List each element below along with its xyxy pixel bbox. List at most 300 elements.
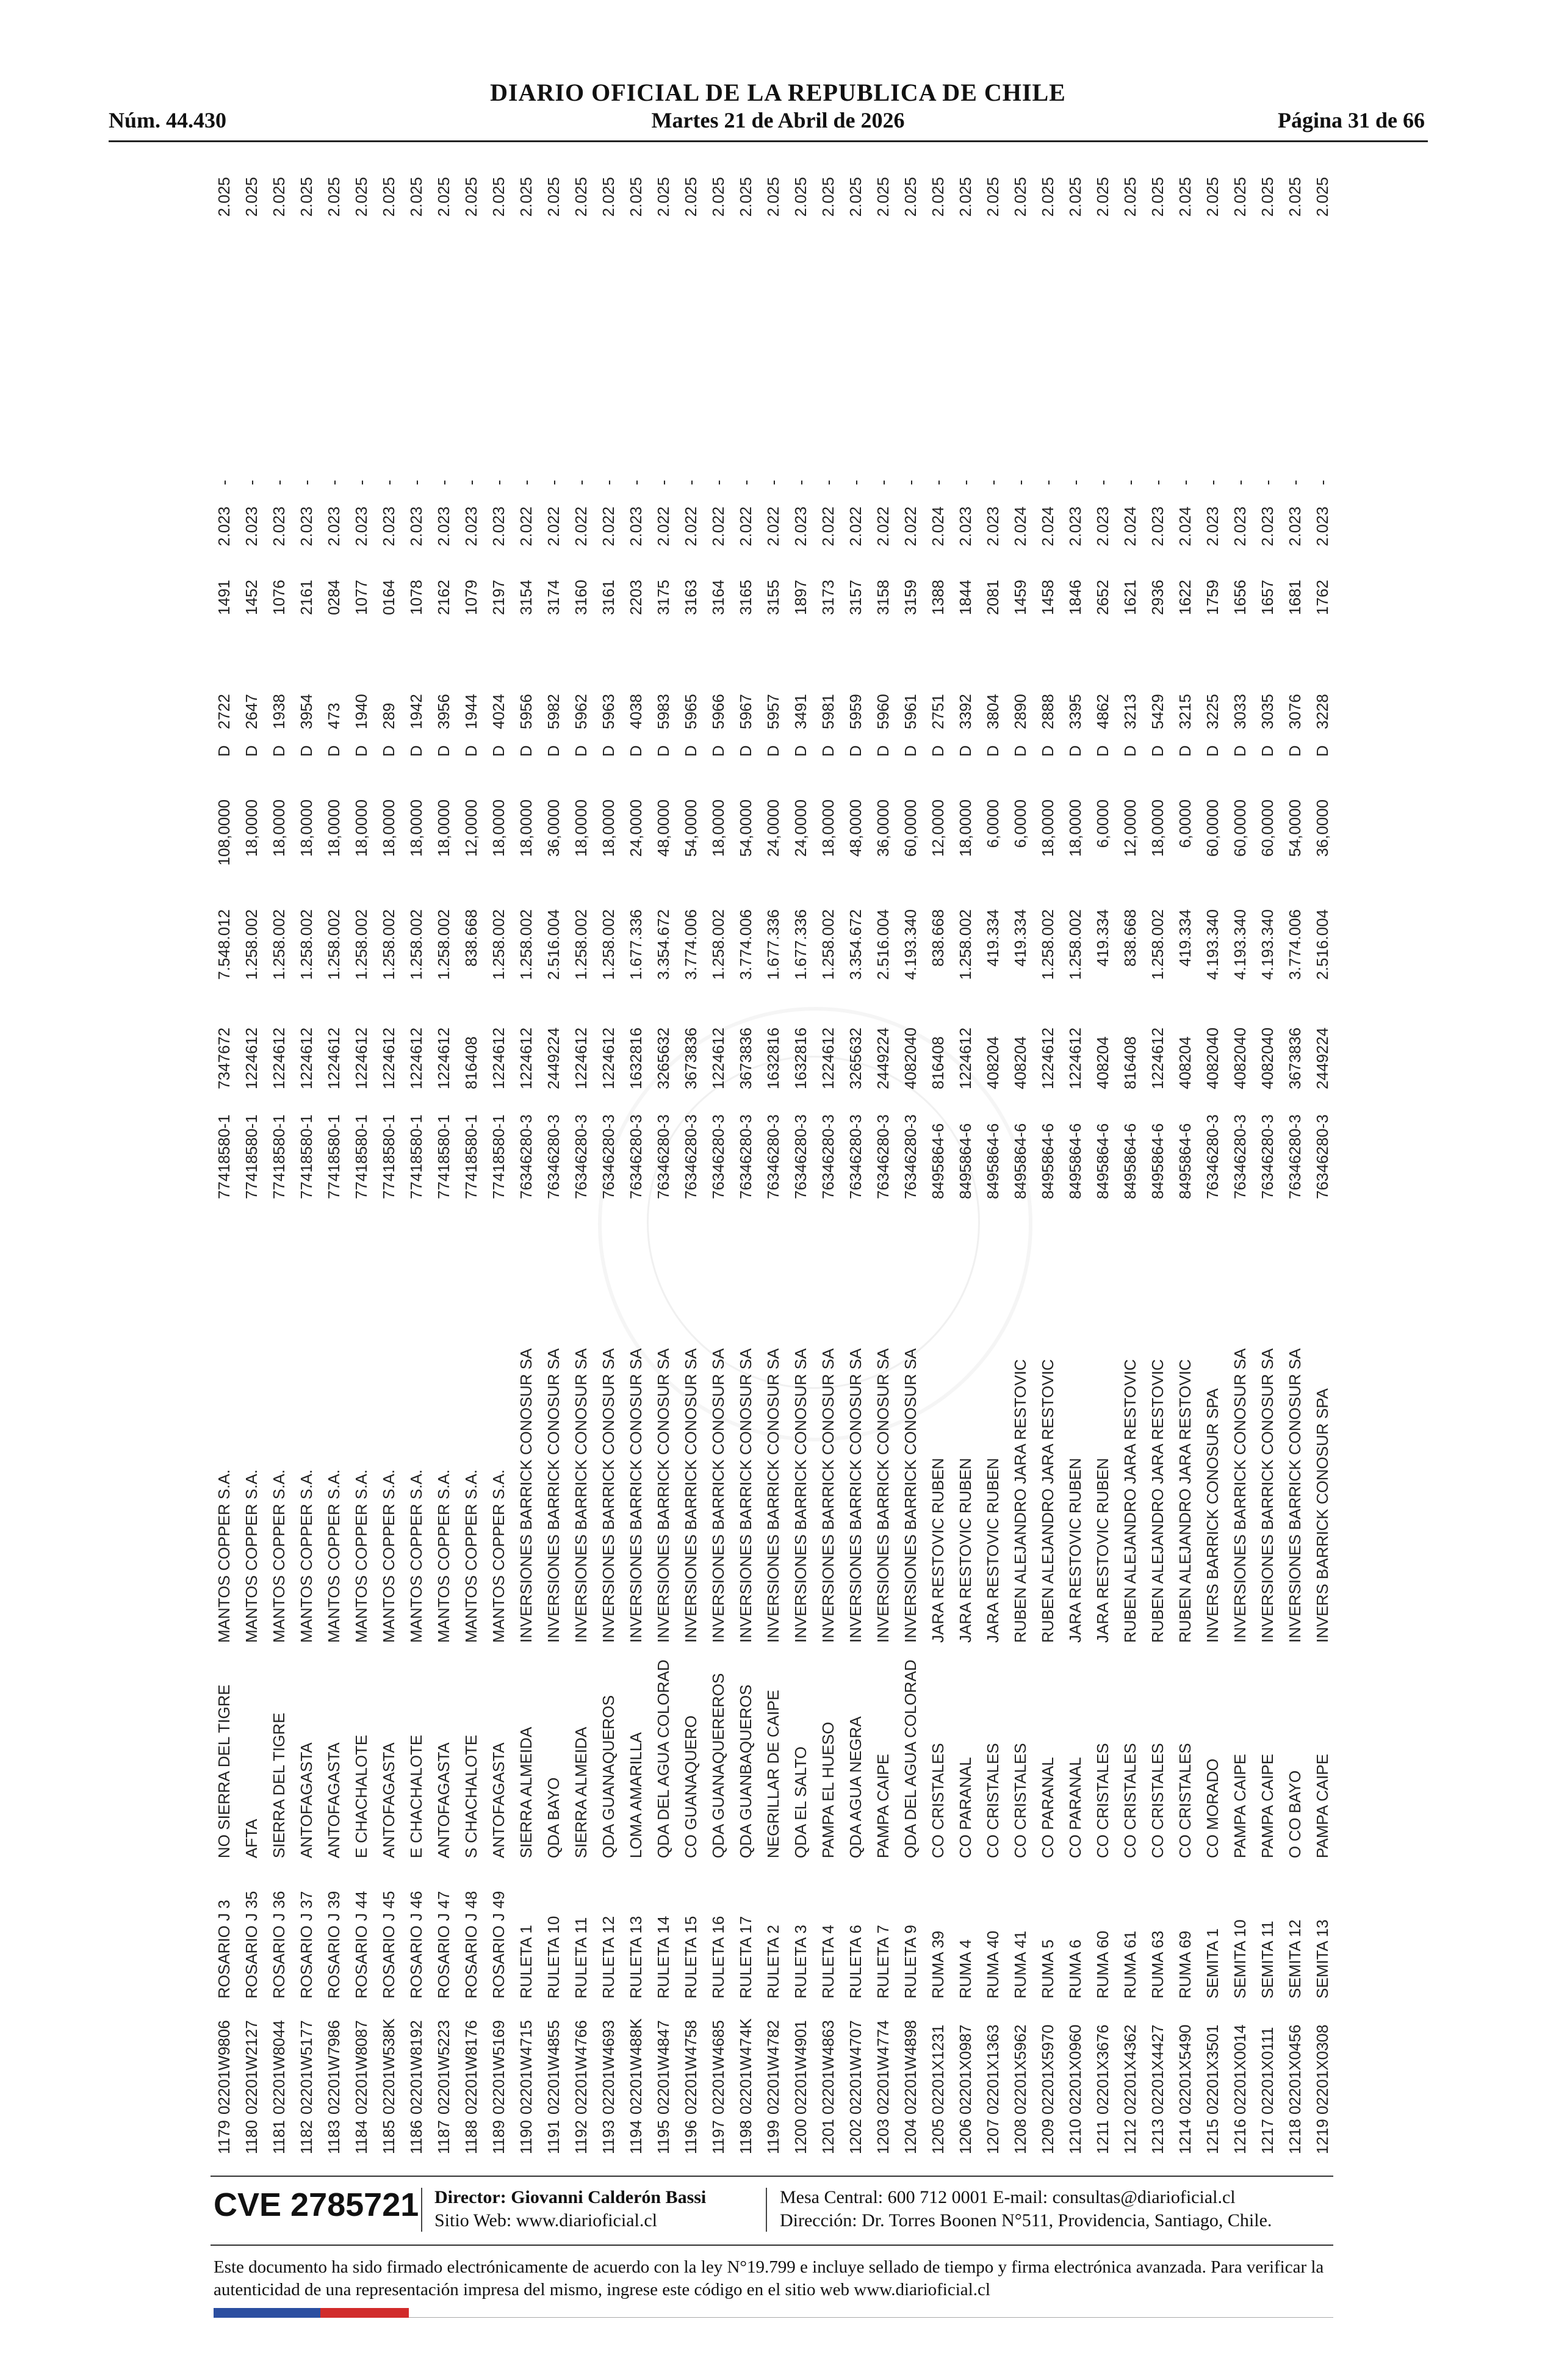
- owner-cell: INVERSIONES BARRICK CONOSUR SA: [819, 1348, 837, 1643]
- type-cell: D: [407, 745, 425, 757]
- dash-cell: -: [1286, 480, 1304, 485]
- type-cell: D: [956, 745, 974, 757]
- dash-cell: -: [325, 480, 343, 485]
- amount-cell: 3.354.672: [846, 909, 865, 980]
- dash-cell: -: [1093, 480, 1112, 485]
- number-cell: 3158: [874, 580, 892, 615]
- year-start-cell: 2.022: [819, 507, 837, 547]
- dash-cell: -: [654, 480, 672, 485]
- location-cell: CO CRISTALES: [1093, 1743, 1112, 1858]
- concession-code-cell: 02201W4855: [544, 2020, 563, 2115]
- year-start-cell: 2.023: [1313, 507, 1331, 547]
- year-end-cell: 2.025: [489, 177, 508, 217]
- year-start-cell: 2.023: [380, 507, 398, 547]
- amount-cell: 1.258.002: [380, 909, 398, 980]
- number-cell: 2936: [1148, 580, 1167, 615]
- year-start-cell: 2.023: [1148, 507, 1167, 547]
- concession-code-cell: 02201X0111: [1258, 2027, 1277, 2115]
- table-row: [787, 177, 815, 2154]
- concession-name-cell: RULETA 10: [544, 1916, 563, 1999]
- concession-name-cell: RUMA 69: [1176, 1930, 1194, 1999]
- number-cell: 3155: [764, 580, 782, 615]
- type-cell: D: [297, 745, 315, 757]
- concessions-table: [211, 177, 1336, 2154]
- owner-cell: INVERSIONES BARRICK CONOSUR SA: [682, 1348, 700, 1643]
- number-cell: 2197: [489, 580, 508, 615]
- number-cell: 3165: [737, 580, 755, 615]
- type-cell: D: [764, 745, 782, 757]
- location-cell: QDA GUANAQUEROS: [599, 1695, 618, 1858]
- concession-code-cell: 02201W5223: [434, 2020, 453, 2115]
- type-cell: D: [325, 745, 343, 757]
- amount-cell: 4.193.340: [1231, 909, 1249, 980]
- units-cell: 408204: [984, 1036, 1002, 1089]
- concession-code-cell: 02201W8044: [270, 2020, 288, 2115]
- year-start-cell: 2.022: [544, 507, 563, 547]
- amount-cell: 3.354.672: [654, 909, 672, 980]
- table-row: [1117, 177, 1144, 2154]
- rol-cell: 5963: [599, 694, 618, 729]
- year-end-cell: 2.025: [1011, 177, 1029, 217]
- concession-code-cell: 02201W5177: [297, 2020, 315, 2115]
- location-cell: QDA DEL AGUA COLORAD: [654, 1659, 672, 1858]
- rut-cell: 77418580-1: [407, 1114, 425, 1199]
- concession-name-cell: RULETA 2: [764, 1925, 782, 1999]
- rut-cell: 8495864-6: [1011, 1123, 1029, 1199]
- type-cell: D: [242, 745, 261, 757]
- concession-code-cell: 02201X3676: [1093, 2024, 1112, 2115]
- hectares-cell: 12,0000: [462, 799, 480, 857]
- rut-cell: 77418580-1: [325, 1114, 343, 1199]
- year-start-cell: 2.022: [901, 507, 920, 547]
- hectares-cell: 48,0000: [846, 799, 865, 857]
- amount-cell: 2.516.004: [544, 909, 563, 980]
- flag-bar-blue: [214, 2308, 320, 2318]
- concession-code-cell: 02201X3501: [1203, 2024, 1222, 2115]
- rut-cell: 77418580-1: [215, 1114, 233, 1199]
- owner-cell: JARA RESTOVIC RUBEN: [1093, 1458, 1112, 1643]
- dash-cell: -: [1121, 480, 1139, 485]
- rol-cell: 473: [325, 702, 343, 729]
- owner-cell: MANTOS COPPER S.A.: [462, 1469, 480, 1643]
- cve-code: CVE 2785721: [214, 2187, 419, 2223]
- location-cell: QDA GUANAQUEREROS: [709, 1673, 727, 1858]
- rol-cell: 5965: [682, 694, 700, 729]
- units-cell: 3673836: [737, 1027, 755, 1089]
- amount-cell: 4.193.340: [1203, 909, 1222, 980]
- year-start-cell: 2.022: [737, 507, 755, 547]
- year-end-cell: 2.025: [737, 177, 755, 217]
- location-cell: PAMPA EL HUESO: [819, 1722, 837, 1858]
- dash-cell: -: [242, 480, 261, 485]
- owner-cell: INVERSIONES BARRICK CONOSUR SA: [737, 1348, 755, 1643]
- dash-cell: -: [407, 480, 425, 485]
- rut-cell: 77418580-1: [297, 1114, 315, 1199]
- concession-name-cell: ROSARIO J 48: [462, 1891, 480, 1999]
- year-end-cell: 2.025: [1121, 177, 1139, 217]
- row-number-cell: 1218: [1286, 2119, 1304, 2154]
- units-cell: 1224612: [489, 1027, 508, 1089]
- rut-cell: 8495864-6: [1148, 1123, 1167, 1199]
- dash-cell: -: [874, 480, 892, 485]
- units-cell: 1632816: [627, 1027, 645, 1089]
- location-cell: ANTOFAGASTA: [325, 1742, 343, 1858]
- hectares-cell: 18,0000: [242, 799, 261, 857]
- concession-name-cell: SEMITA 10: [1231, 1919, 1249, 1999]
- dash-cell: -: [846, 480, 865, 485]
- year-start-cell: 2.022: [654, 507, 672, 547]
- table-row: [1007, 177, 1034, 2154]
- amount-cell: 3.774.006: [682, 909, 700, 980]
- hectares-cell: 36,0000: [1313, 799, 1331, 857]
- concession-code-cell: 02201X0987: [956, 2024, 974, 2115]
- footer-separator: [766, 2188, 767, 2232]
- year-start-cell: 2.023: [1258, 507, 1277, 547]
- concession-code-cell: 02201X0960: [1066, 2024, 1084, 2115]
- dash-cell: -: [215, 480, 233, 485]
- dash-cell: -: [1258, 480, 1277, 485]
- number-cell: 1458: [1039, 580, 1057, 615]
- concession-name-cell: RULETA 3: [791, 1925, 810, 1999]
- year-end-cell: 2.025: [517, 177, 535, 217]
- hectares-cell: 18,0000: [1148, 799, 1167, 857]
- table-row: [870, 177, 897, 2154]
- year-end-cell: 2.025: [901, 177, 920, 217]
- units-cell: 816408: [929, 1036, 947, 1089]
- amount-cell: 3.774.006: [1286, 909, 1304, 980]
- row-number-cell: 1206: [956, 2119, 974, 2154]
- type-cell: D: [846, 745, 865, 757]
- type-cell: D: [599, 745, 618, 757]
- table-row: [320, 177, 348, 2154]
- amount-cell: 2.516.004: [1313, 909, 1331, 980]
- table-row: [595, 177, 622, 2154]
- number-cell: 3164: [709, 580, 727, 615]
- concession-code-cell: 02201W8087: [352, 2020, 370, 2115]
- location-cell: ANTOFAGASTA: [489, 1742, 508, 1858]
- row-number-cell: 1208: [1011, 2119, 1029, 2154]
- owner-cell: MANTOS COPPER S.A.: [325, 1469, 343, 1643]
- concession-code-cell: 02201W9806: [215, 2020, 233, 2115]
- year-start-cell: 2.023: [1066, 507, 1084, 547]
- year-end-cell: 2.025: [1286, 177, 1304, 217]
- number-cell: 1621: [1121, 580, 1139, 615]
- header-divider: [109, 140, 1428, 142]
- number-cell: 1897: [791, 580, 810, 615]
- table-row: [265, 177, 293, 2154]
- table-row: [760, 177, 787, 2154]
- units-cell: 3673836: [1286, 1027, 1304, 1089]
- year-end-cell: 2.025: [929, 177, 947, 217]
- location-cell: CO PARANAL: [1066, 1757, 1084, 1858]
- rut-cell: 76346280-3: [1258, 1114, 1277, 1199]
- concession-name-cell: ROSARIO J 44: [352, 1891, 370, 1999]
- concession-name-cell: SEMITA 1: [1203, 1928, 1222, 1999]
- type-cell: D: [737, 745, 755, 757]
- rut-cell: 76346280-3: [682, 1114, 700, 1199]
- units-cell: 3265632: [654, 1027, 672, 1089]
- owner-cell: JARA RESTOVIC RUBEN: [929, 1458, 947, 1643]
- location-cell: PAMPA CAIPE: [874, 1754, 892, 1858]
- number-cell: 1077: [352, 580, 370, 615]
- hectares-cell: 108,0000: [215, 799, 233, 866]
- rut-cell: 76346280-3: [1286, 1114, 1304, 1199]
- dash-cell: -: [434, 480, 453, 485]
- amount-cell: 1.258.002: [572, 909, 590, 980]
- location-cell: SIERRA DEL TIGRE: [270, 1712, 288, 1858]
- amount-cell: 1.677.336: [764, 909, 782, 980]
- rol-cell: 3076: [1286, 694, 1304, 729]
- dash-cell: -: [489, 480, 508, 485]
- amount-cell: 1.258.002: [297, 909, 315, 980]
- concession-name-cell: ROSARIO J 45: [380, 1891, 398, 1999]
- dash-cell: -: [737, 480, 755, 485]
- type-cell: D: [1121, 745, 1139, 757]
- concession-name-cell: ROSARIO J 39: [325, 1891, 343, 1999]
- concession-code-cell: 02201W474K: [737, 2018, 755, 2115]
- location-cell: PAMPA CAIPE: [1258, 1754, 1277, 1858]
- table-row: [677, 177, 705, 2154]
- number-cell: 1844: [956, 580, 974, 615]
- rol-cell: 3804: [984, 694, 1002, 729]
- rol-cell: 5957: [764, 694, 782, 729]
- dash-cell: -: [352, 480, 370, 485]
- rut-cell: 77418580-1: [242, 1114, 261, 1199]
- concession-code-cell: 02201X0308: [1313, 2024, 1331, 2115]
- year-end-cell: 2.025: [599, 177, 618, 217]
- units-cell: 1224612: [1066, 1027, 1084, 1089]
- type-cell: D: [627, 745, 645, 757]
- concession-code-cell: 02201W8176: [462, 2020, 480, 2115]
- type-cell: D: [462, 745, 480, 757]
- table-row: [622, 177, 650, 2154]
- location-cell: NO SIERRA DEL TIGRE: [215, 1684, 233, 1858]
- rol-cell: 2888: [1039, 694, 1057, 729]
- dash-cell: -: [1231, 480, 1249, 485]
- amount-cell: 4.193.340: [901, 909, 920, 980]
- dash-cell: -: [380, 480, 398, 485]
- row-number-cell: 1194: [627, 2120, 645, 2154]
- type-cell: D: [682, 745, 700, 757]
- dash-cell: -: [1203, 480, 1222, 485]
- units-cell: 1224612: [599, 1027, 618, 1089]
- rol-cell: 5960: [874, 694, 892, 729]
- year-end-cell: 2.025: [819, 177, 837, 217]
- rol-cell: 1938: [270, 694, 288, 729]
- units-cell: 1632816: [791, 1027, 810, 1089]
- year-end-cell: 2.025: [1313, 177, 1331, 217]
- owner-cell: MANTOS COPPER S.A.: [380, 1469, 398, 1643]
- page-number: Página 31 de 66: [1277, 108, 1425, 132]
- amount-cell: 838.668: [462, 909, 480, 967]
- concession-code-cell: 02201W4898: [901, 2020, 920, 2115]
- row-number-cell: 1210: [1066, 2119, 1084, 2154]
- rut-cell: 8495864-6: [1093, 1123, 1112, 1199]
- hectares-cell: 6,0000: [1011, 799, 1029, 848]
- year-end-cell: 2.025: [407, 177, 425, 217]
- row-number-cell: 1202: [846, 2119, 865, 2154]
- amount-cell: 1.258.002: [599, 909, 618, 980]
- location-cell: PAMPA CAIPE: [1313, 1754, 1331, 1858]
- concession-name-cell: RULETA 4: [819, 1925, 837, 1999]
- table-row: [1172, 177, 1199, 2154]
- rut-cell: 76346280-3: [1203, 1114, 1222, 1199]
- dash-cell: -: [764, 480, 782, 485]
- year-end-cell: 2.025: [1231, 177, 1249, 217]
- rut-cell: 76346280-3: [572, 1114, 590, 1199]
- row-number-cell: 1190: [517, 2120, 535, 2154]
- hectares-cell: 60,0000: [1203, 799, 1222, 857]
- dash-cell: -: [544, 480, 563, 485]
- rol-cell: 5966: [709, 694, 727, 729]
- units-cell: 4082040: [1203, 1027, 1222, 1089]
- hectares-cell: 60,0000: [1231, 799, 1249, 857]
- flag-bar-line: [409, 2317, 1333, 2318]
- owner-cell: RUBEN ALEJANDRO JARA RESTOVIC: [1148, 1359, 1167, 1643]
- concession-name-cell: SEMITA 12: [1286, 1919, 1304, 1999]
- year-end-cell: 2.025: [627, 177, 645, 217]
- units-cell: 1224612: [572, 1027, 590, 1089]
- footer-contact: [780, 2186, 1272, 2232]
- type-cell: D: [1258, 745, 1277, 757]
- table-row: [842, 177, 870, 2154]
- hectares-cell: 54,0000: [682, 799, 700, 857]
- dash-cell: -: [297, 480, 315, 485]
- owner-cell: INVERSIONES BARRICK CONOSUR SA: [654, 1348, 672, 1643]
- hectares-cell: 18,0000: [1066, 799, 1084, 857]
- concession-name-cell: RULETA 16: [709, 1916, 727, 1999]
- location-cell: CO CRISTALES: [1176, 1743, 1194, 1858]
- concession-code-cell: 02201W4707: [846, 2020, 865, 2115]
- type-cell: D: [544, 745, 563, 757]
- year-end-cell: 2.025: [1203, 177, 1222, 217]
- owner-cell: INVERSIONES BARRICK CONOSUR SA: [599, 1348, 618, 1643]
- location-cell: QDA GUANBAQUEROS: [737, 1684, 755, 1858]
- type-cell: D: [517, 745, 535, 757]
- year-end-cell: 2.025: [984, 177, 1002, 217]
- type-cell: D: [929, 745, 947, 757]
- year-end-cell: 2.025: [352, 177, 370, 217]
- rut-cell: 77418580-1: [434, 1114, 453, 1199]
- concession-name-cell: ROSARIO J 47: [434, 1891, 453, 1999]
- year-start-cell: 2.023: [270, 507, 288, 547]
- year-end-cell: 2.025: [1066, 177, 1084, 217]
- location-cell: CO MORADO: [1203, 1758, 1222, 1858]
- table-row: [650, 177, 677, 2154]
- units-cell: 1224612: [325, 1027, 343, 1089]
- concession-name-cell: RUMA 5: [1039, 1939, 1057, 1999]
- amount-cell: 1.258.002: [270, 909, 288, 980]
- type-cell: D: [984, 745, 1002, 757]
- hectares-cell: 60,0000: [901, 799, 920, 857]
- year-start-cell: 2.024: [1176, 507, 1194, 547]
- amount-cell: 3.774.006: [737, 909, 755, 980]
- year-start-cell: 2.023: [407, 507, 425, 547]
- hectares-cell: 18,0000: [819, 799, 837, 857]
- year-end-cell: 2.025: [242, 177, 261, 217]
- owner-cell: INVERSIONES BARRICK CONOSUR SA: [572, 1348, 590, 1643]
- location-cell: E CHACHALOTE: [352, 1734, 370, 1858]
- concession-code-cell: 02201X4362: [1121, 2024, 1139, 2115]
- row-number-cell: 1200: [791, 2119, 810, 2154]
- rol-cell: 3491: [791, 694, 810, 729]
- units-cell: 816408: [462, 1036, 480, 1089]
- table-row: [1089, 177, 1117, 2154]
- concession-code-cell: 02201X0456: [1286, 2024, 1304, 2115]
- rol-cell: 2647: [242, 694, 261, 729]
- units-cell: 1224612: [352, 1027, 370, 1089]
- table-row: [513, 177, 540, 2154]
- table-row: [1062, 177, 1089, 2154]
- table-row: [458, 177, 485, 2154]
- contact-line: Mesa Central: 600 712 0001 E-mail: consultas@diarioficial.cl: [780, 2187, 1236, 2207]
- owner-cell: INVERSIONES BARRICK CONOSUR SA: [627, 1348, 645, 1643]
- dash-cell: -: [791, 480, 810, 485]
- type-cell: D: [709, 745, 727, 757]
- rut-cell: 76346280-3: [846, 1114, 865, 1199]
- location-cell: CO PARANAL: [956, 1757, 974, 1858]
- number-cell: 1491: [215, 580, 233, 615]
- table-row: [238, 177, 265, 2154]
- website-line: Sitio Web: www.diarioficial.cl: [434, 2210, 658, 2230]
- type-cell: D: [1093, 745, 1112, 757]
- row-number-cell: 1201: [819, 2119, 837, 2154]
- table-row: [1226, 177, 1254, 2154]
- rut-cell: 76346280-3: [544, 1114, 563, 1199]
- owner-cell: RUBEN ALEJANDRO JARA RESTOVIC: [1176, 1359, 1194, 1643]
- table-row: [211, 177, 238, 2154]
- location-cell: S CHACHALOTE: [462, 1734, 480, 1858]
- rut-cell: 76346280-3: [1313, 1114, 1331, 1199]
- number-cell: 2161: [297, 580, 315, 615]
- table-row: [1309, 177, 1336, 2154]
- dash-cell: -: [1011, 480, 1029, 485]
- row-number-cell: 1209: [1039, 2119, 1057, 2154]
- rol-cell: 2751: [929, 694, 947, 729]
- number-cell: 1846: [1066, 580, 1084, 615]
- location-cell: SIERRA ALMEIDA: [572, 1726, 590, 1858]
- row-number-cell: 1189: [489, 2120, 508, 2154]
- hectares-cell: 36,0000: [874, 799, 892, 857]
- owner-cell: JARA RESTOVIC RUBEN: [1066, 1458, 1084, 1643]
- concession-name-cell: RULETA 15: [682, 1916, 700, 1999]
- year-start-cell: 2.022: [682, 507, 700, 547]
- issue-date: Martes 21 de Abril de 2026: [651, 108, 905, 132]
- location-cell: SIERRA ALMEIDA: [517, 1726, 535, 1858]
- number-cell: 1622: [1176, 580, 1194, 615]
- concession-name-cell: ROSARIO J 49: [489, 1891, 508, 1999]
- units-cell: 1224612: [517, 1027, 535, 1089]
- units-cell: 1224612: [380, 1027, 398, 1089]
- owner-cell: INVERSIONES BARRICK CONOSUR SA: [1231, 1348, 1249, 1643]
- year-start-cell: 2.023: [956, 507, 974, 547]
- rol-cell: 5429: [1148, 694, 1167, 729]
- units-cell: 1224612: [270, 1027, 288, 1089]
- dash-cell: -: [1148, 480, 1167, 485]
- row-number-cell: 1188: [462, 2120, 480, 2154]
- rol-cell: 3225: [1203, 694, 1222, 729]
- row-number-cell: 1214: [1176, 2119, 1194, 2154]
- dash-cell: -: [929, 480, 947, 485]
- row-number-cell: 1203: [874, 2119, 892, 2154]
- hectares-cell: 18,0000: [380, 799, 398, 857]
- footer-separator: [421, 2188, 422, 2232]
- row-number-cell: 1183: [325, 2120, 343, 2154]
- dash-cell: -: [956, 480, 974, 485]
- concession-name-cell: RULETA 7: [874, 1925, 892, 1999]
- amount-cell: 1.258.002: [819, 909, 837, 980]
- owner-cell: JARA RESTOVIC RUBEN: [956, 1458, 974, 1643]
